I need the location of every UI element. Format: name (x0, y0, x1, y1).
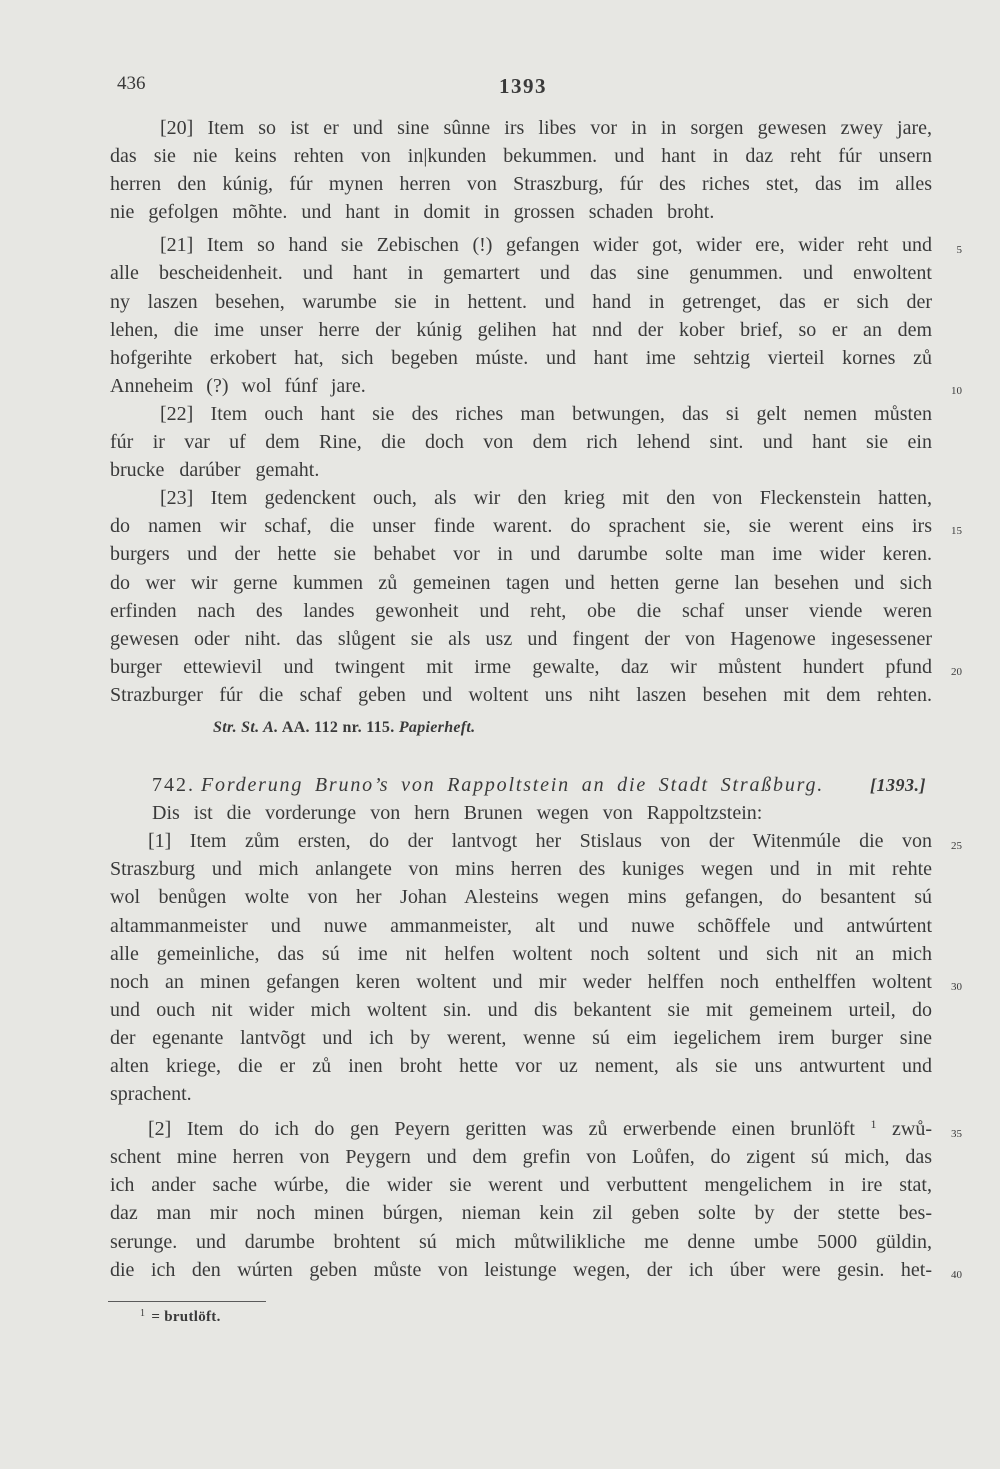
text-line: fúr ir var uf dem Rine, die doch von dem rich lehend sint. und hant sie ein (110, 431, 932, 454)
line-text: [2] Item do ich do gen Peyern geritten was zů erwerbende einen brunlöft (148, 1118, 855, 1141)
paragraph-20 (110, 114, 932, 226)
paragraph-21 (110, 231, 962, 400)
paragraph-1 (110, 827, 962, 1108)
line-number: 10 (951, 384, 962, 397)
text-line (110, 968, 962, 996)
line-number: 40 (951, 1268, 962, 1281)
text-line: brucke darúber gemaht. (110, 459, 320, 482)
line-number: 15 (951, 525, 962, 538)
text-line: erfinden nach des landes gewonheit und reht, obe die schaf unser viende weren (110, 599, 932, 622)
line-text: die ich den wúrten geben můste von leistunge wegen, der ich úber were gesin. het- (110, 1258, 932, 1281)
line-text: noch an minen gefangen keren woltent und mir weder helffen noch enthelffen woltent (110, 970, 932, 993)
text-line: alle bescheidenheit. und hant in gemartert und das sine genummen. und enwoltent (110, 262, 932, 285)
text-line: Straszburg und mich anlangete von mins herren des kuniges wegen und in mit rehte (110, 858, 932, 881)
text-line (110, 512, 962, 540)
running-title: 1393 (499, 74, 547, 98)
document-heading (152, 771, 932, 799)
text-line (148, 827, 962, 855)
line-number: 5 (956, 244, 962, 257)
text-line (110, 653, 962, 681)
text-line: schent mine herren von Peygern und dem grefin von Loůfen, do zigent sú mich, das (110, 1146, 932, 1169)
footnote-rule (108, 1301, 266, 1302)
source-medium: Papierheft. (398, 718, 476, 736)
text-line: ny laszen besehen, warumbe sie in hettent. und hand in getrenget, das er sich der (110, 290, 932, 313)
intro-line: Dis ist die vorderunge von hern Brunen wegen von Rappoltzstein: (152, 802, 763, 825)
footnote-ref: 1 (870, 1117, 877, 1132)
line-text: burger ettewievil und twingent mit irme gewalte, daz wir můstent hundert pfund (110, 655, 932, 678)
text-line (160, 231, 962, 259)
text-block (110, 114, 962, 1284)
text-line: und ouch nit wider mich woltent sin. und dis bekantent sie mit gemeinem urteil, do (110, 998, 932, 1021)
line-text: zwů- (892, 1118, 933, 1141)
text-line: der egenante lantvõgt und ich by werent, wenne sú eim iegelichem irem burger sine (110, 1026, 932, 1049)
line-text: [21] Item so hand sie Zebischen (!) gefangen wider got, wider ere, wider reht und (160, 234, 932, 257)
text-line: [22] Item ouch hant sie des riches man betwungen, das si gelt nemen můsten (160, 402, 932, 425)
text-line (110, 1256, 962, 1284)
paragraph-2 (110, 1115, 962, 1284)
footnote (140, 1309, 221, 1326)
line-number: 35 (951, 1128, 962, 1141)
text-line: Strazburger fúr die schaf geben und woltent uns niht laszen besehen mit dem rehten. (110, 683, 932, 706)
text-line: daz man mir noch minen búrgen, nieman kein zil geben solte by der stette bes- (110, 1202, 932, 1225)
text-line (148, 1115, 962, 1143)
text-line: do wer wir gerne kummen zů gemeinen tagen und hetten gerne lan besehen und sich (110, 571, 932, 594)
page-number: 436 (117, 73, 146, 94)
line-text: Anneheim (?) wol fúnf jare. (110, 374, 366, 397)
text-line: burgers und der hette sie behabet vor in und darumbe solte man ime wider keren. (110, 543, 932, 566)
text-line: sprachent. (110, 1083, 192, 1106)
document-title: Forderung Bruno’s von Rappoltstein an die Stadt Straßburg. (201, 774, 825, 797)
line-number: 25 (951, 840, 962, 853)
footnote-text: = brutlöft. (151, 1309, 221, 1325)
source-archive: Str. St. A. (213, 718, 279, 736)
line-text: do namen wir schaf, die unser finde warent. do sprachent sie, sie werent eins irs (110, 515, 932, 538)
line-number: 30 (951, 980, 962, 993)
source-shelfmark: AA. 112 nr. 115. (281, 718, 395, 736)
text-line: gewesen oder niht. das slůgent sie als usz und fingent der von Hagenowe ingesessener (110, 627, 932, 650)
text-line (110, 372, 962, 400)
text-line: alten kriege, die er zů inen broht hette vor uz nement, als sie uns antwurtent und (110, 1055, 932, 1077)
paragraph-23 (110, 484, 962, 709)
text-line: serunge. und darumbe brohtent sú mich můtwilikliche me denne umbe 5000 güldin, (110, 1230, 932, 1253)
text-line: ich ander sache wúrbe, die wider sie werent und verbuttent mengelichem in ire stat, (110, 1174, 932, 1197)
text-line: altammanmeister und nuwe ammanmeister, alt und nuwe schõffele und antwúrtent (110, 914, 932, 937)
text-line: [23] Item gedenckent ouch, als wir den krieg mit den von Fleckenstein hatten, (160, 487, 932, 510)
line-text: [1] Item zům ersten, do der lantvogt her Stislaus von der Witenmúle die von (148, 830, 932, 853)
footnote-mark: 1 (140, 1308, 146, 1319)
text-line: alle gemeinliche, das sú ime nit helfen woltent noch soltent und sich nit an mich (110, 942, 932, 965)
line-number: 20 (951, 665, 962, 678)
text-line: herren den kúnig, fúr mynen herren von Straszburg, fúr des riches stet, das im alles (110, 173, 932, 196)
text-line: hofgerihte erkobert hat, sich begeben múste. und hant ime sehtzig vierteil kornes zů (110, 346, 932, 369)
paragraph-22 (110, 400, 932, 484)
document-date: [1393.] (870, 775, 926, 796)
text-line: lehen, die ime unser herre der kúnig gelihen hat nnd der kober brief, so er an dem (110, 318, 932, 341)
text-line: [20] Item so ist er und sine sûnne irs libes vor in in sorgen gewesen zwey jare, (160, 117, 932, 139)
text-line: das sie nie keins rehten von in|kunden bekummen. und hant in daz reht fúr unsern (110, 145, 932, 168)
text-line: wol benůgen wolte von her Johan Alesteins wegen mins gefangen, do besantent sú (110, 886, 932, 909)
source-note (213, 714, 932, 742)
text-line: nie gefolgen mõhte. und hant in domit in grossen schaden broht. (110, 201, 715, 224)
document-number: 742. (152, 774, 195, 797)
